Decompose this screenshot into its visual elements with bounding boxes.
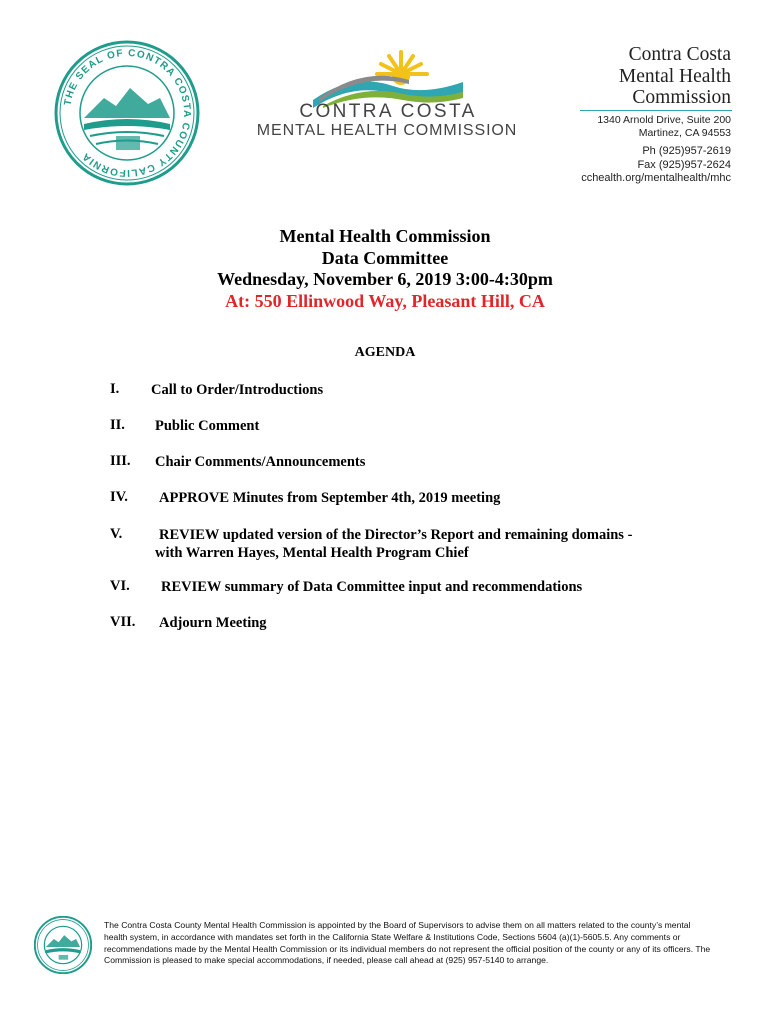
footer-disclaimer: The Contra Costa County Mental Health Commission is appointed by the Board of Supervisors to advise them on all matters related to the county’s mental health system, in accordance with mandates set forth in the California State Welfare & Institutions Code, Sections 5604 (a)(1)-5605.5. Any comments or recommendations made by the Mental Health Commission or its individual members do not represent the official position of the county or any of its officers. The Commission is pleased to make special accommodations, if needed, please call ahead at (925) 957-5140 to arrange.	[104, 920, 711, 966]
agenda-item-number: V.	[110, 526, 123, 542]
org-name-line: Mental Health	[618, 65, 731, 87]
agenda-item-text: Chair Comments/Announcements	[155, 454, 366, 470]
county-seal-logo	[54, 40, 200, 186]
agenda-item-text: Public Comment	[155, 418, 260, 434]
agenda-item-text: Call to Order/Introductions	[151, 382, 324, 398]
contact-info	[581, 114, 731, 186]
meeting-date-time: Wednesday, November 6, 2019 3:00-4:30pm	[217, 269, 553, 289]
org-name-line: Contra Costa	[628, 44, 731, 65]
logo-text-contra-costa: CONTRA COSTA	[299, 101, 477, 122]
agenda-item-text: REVIEW updated version of the Director’s Report and remaining domains -	[159, 527, 633, 543]
svg-text:THE SEAL OF CONTRA COSTA COUNT: THE SEAL OF CONTRA COSTA COUNTY CALIFORNIA	[62, 47, 193, 179]
agenda-item-number: II.	[110, 417, 125, 433]
meeting-title: Mental Health Commission	[279, 226, 491, 246]
header-divider	[580, 110, 732, 111]
agenda-item-text: Adjourn Meeting	[159, 615, 267, 631]
agenda-item-text: APPROVE Minutes from September 4th, 2019 meeting	[159, 490, 501, 506]
meeting-location: At: 550 Ellinwood Way, Pleasant Hill, CA	[225, 290, 545, 311]
logo-text-commission: MENTAL HEALTH COMMISSION	[256, 122, 518, 139]
agenda-item-text-continued: with Warren Hayes, Mental Health Program Chief	[155, 545, 469, 561]
address-line: Martinez, CA 94553	[638, 127, 731, 139]
county-seal-small-logo	[34, 916, 92, 974]
address-line: 1340 Arnold Drive, Suite 200	[597, 114, 731, 126]
agenda-item-number: III.	[110, 453, 131, 469]
agenda-item-number: I.	[110, 381, 120, 397]
phone-number: Ph (925)957-2619	[642, 145, 731, 157]
meeting-title-block	[0, 226, 770, 312]
agenda-item-number: IV.	[110, 489, 128, 505]
website-link[interactable]: cchealth.org/mentalhealth/mhc	[581, 172, 731, 184]
agenda-heading: AGENDA	[354, 345, 416, 360]
org-name-line: Commission	[632, 87, 731, 108]
agenda-item-number: VI.	[110, 578, 130, 594]
agenda-item-text: REVIEW summary of Data Committee input and recommendations	[161, 579, 583, 595]
commission-logo-mark	[313, 48, 463, 108]
fax-number: Fax (925)957-2624	[637, 158, 731, 171]
committee-name: Data Committee	[321, 247, 449, 268]
agenda-item-number: VII.	[110, 614, 136, 630]
organization-name	[619, 44, 731, 109]
